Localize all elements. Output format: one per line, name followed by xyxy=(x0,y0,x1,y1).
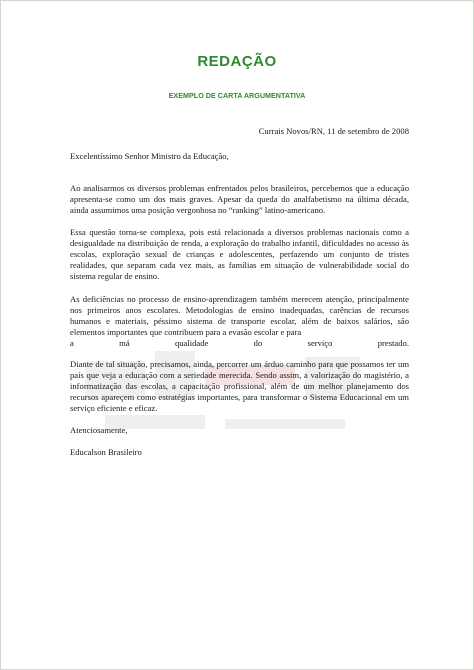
page-title: REDAÇÃO xyxy=(197,53,277,70)
letter-paragraph-1: Ao analisarmos os diversos problemas enfrentados pelos brasileiros, percebemos que a educação apresenta-se como um dos mais graves. Apesar da queda do analfabetismo na última década, ainda assumimos uma posição vergonhosa no “ranking” latino-americano. xyxy=(70,183,409,215)
letter-salutation: Excelentíssimo Senhor Ministro da Educação, xyxy=(70,151,229,161)
letter-paragraph-3 xyxy=(70,294,409,349)
letter-date: Currais Novos/RN, 11 de setembro de 2008 xyxy=(258,126,409,136)
page-subtitle: EXEMPLO DE CARTA ARGUMENTATIVA xyxy=(168,91,306,100)
letter-closing: Atenciosamente, xyxy=(70,425,128,435)
letter-paragraph-4: Diante de tal situação, precisamos, ainda, percorrer um árduo caminho para que possamos ter um país que veja a educação com a seriedade merecida. Sendo assim, a valorização do magistério, a informatização das escolas, a capacitação profissional, além de um melhor planejamento dos recursos apareçem como estratégias importantes, para transformar o Sistema Educacional em um serviço eficiente e eficaz. xyxy=(70,359,409,413)
letter-paragraph-3-text: As deficiências no processo de ensino-aprendizagem também merecem atenção, principalmente nos primeiros anos escolares. Metodologias de ensino inadequadas, carências de recursos humanos e materiais, péssimo sistema de transporte escolar, além de baixos salários, são elementos importantes que contribuem para a evasão escolar e para xyxy=(70,294,409,337)
letter-signature: Educalson Brasileiro xyxy=(70,447,142,457)
letter-paragraph-2: Essa questão torna-se complexa, pois está relacionada a diversos problemas nacionais como a desigualdade na distribuição de renda, a exploração do trabalho infantil, dificuldades no acesso às escolas, exploração sexual de crianças e adolescentes, perfazendo um conjunto de tristes realidades, que separam cada vez mais, as famílias em situação de vulnerabilidade social do sistema regular de ensino. xyxy=(70,227,409,281)
letter-paragraph-3-last-line: a má qualidade do serviço prestado. xyxy=(70,338,409,348)
